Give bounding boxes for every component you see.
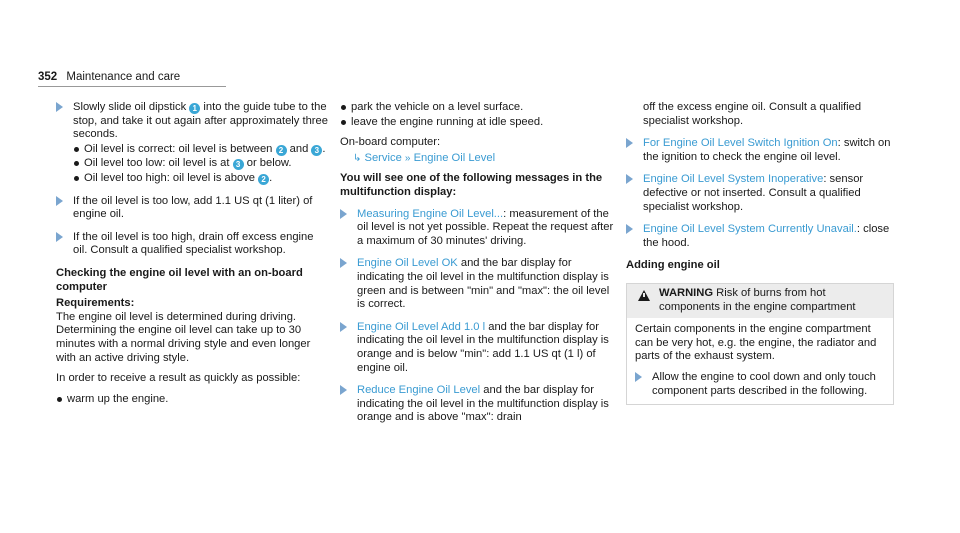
column-1 [56,101,328,407]
bullet-dot [74,147,79,152]
order-text: In order to receive a result as quickly as possible: [56,372,301,385]
badge-2: 2 [258,174,269,185]
menu-path [340,152,615,166]
warning-text: Certain components in the engine compartment can be very hot, e.g. the engine, the radiator and parts of the exhaust system. [635,323,877,363]
msg-switch-ignition: For Engine Oil Level Switch Ignition On: switch on the ignition to check the engine oil level. [626,137,894,164]
page-header [38,71,180,85]
warning-body [627,318,893,404]
bullet-idle: leave the engine running at idle speed. [340,116,615,130]
step-oil-too-high: If the oil level is too high, drain off excess engine oil. Consult a qualified specialist workshop. [56,231,328,258]
section-title: Maintenance and care [66,71,181,83]
warning-step: Allow the engine to cool down and only touch component parts described in the following. [635,371,885,398]
step-arrow-icon [635,372,642,382]
step-arrow-icon [56,102,63,112]
step-oil-too-low: If the oil level is too low, add 1.1 US qt (1 liter) of engine oil. [56,195,328,222]
bullet-dot [341,105,346,110]
menu-service: Service [364,151,402,164]
bullet-oil-correct: Oil level is correct: oil level is between 2 and 3 . [73,143,328,157]
messages-heading: You will see one of the following messages in the multifunction display: [340,172,603,198]
badge-1: 1 [189,103,200,114]
requirements-text: The engine oil level is determined during driving. Determining the engine oil level can take up to 30 minutes with a normal driving style and even longer with an active driving style. [56,310,311,364]
menu-chevron-icon: » [404,152,411,164]
warning-header-text: Risk of burns from hot components in the engine compartment [659,286,856,313]
badge-3: 3 [233,159,244,170]
badge-3: 3 [311,145,322,156]
column-2 [340,101,615,434]
step-slide-dipstick: Slowly slide oil dipstick 1 into the guide tube to the stop, and take it out again after approximately three seconds. Oil level is correct: oil level is between 2 and 3 . Oil level too low: oil level is at 3 or below. Oil level too high: oil level is above 2 . [56,101,328,186]
msg-oil-ok: Engine Oil Level OK and the bar display for indicating the oil level in the multifunction display is green and is between "min" and "max": the oil level is correct. [340,257,615,311]
bullet-park: park the vehicle on a level surface. [340,101,615,115]
msg-oil-reduce-cont: off the excess engine oil. Consult a qualified specialist workshop. [643,101,862,127]
warning-box [626,283,894,405]
step-arrow-icon [626,138,633,148]
menu-engine-oil-level: Engine Oil Level [413,151,496,164]
step-arrow-icon [340,209,347,219]
step-arrow-icon [626,174,633,184]
step-arrow-icon [340,258,347,268]
step-arrow-icon [340,385,347,395]
bullet-dot [57,397,62,402]
bullet-dot [74,176,79,181]
bullet-oil-high: Oil level too high: oil level is above 2 . [73,172,328,186]
bullet-warm-up: warm up the engine. [56,393,328,407]
step-arrow-icon [626,224,633,234]
bullet-dot [341,120,346,125]
msg-oil-add: Engine Oil Level Add 1.0 l and the bar display for indicating the oil level in the multifunction display is orange and is below "min": add 1.1 US qt (1 l) of engine oil. [340,321,615,375]
msg-measuring: Measuring Engine Oil Level...: measurement of the oil level is not yet possible. Repeat the request after a maximum of 30 minutes' driving. [340,208,615,249]
warning-label: WARNING [659,286,714,299]
badge-2: 2 [276,145,287,156]
bullet-dot [74,161,79,166]
header-rule [38,86,226,87]
heading-on-board-check: Checking the engine oil level with an on-board computer [56,266,303,293]
requirements-label: Requirements: [56,297,135,310]
menu-enter-icon: ↳ [353,152,362,164]
page-number: 352 [38,71,58,83]
obc-label: On-board computer: [340,136,441,149]
warning-header [627,284,893,318]
step-arrow-icon [340,322,347,332]
adding-oil-heading: Adding engine oil [626,259,720,272]
step-arrow-icon [56,196,63,206]
column-3 [626,101,894,405]
msg-system-inoperative: Engine Oil Level System Inoperative: sensor defective or not inserted. Consult a qualified specialist workshop. [626,173,894,214]
msg-currently-unavailable: Engine Oil Level System Currently Unavail.: close the hood. [626,223,894,250]
msg-oil-reduce: Reduce Engine Oil Level and the bar display for indicating the oil level in the multifunction display is orange and is above "max": drain [340,384,615,425]
bullet-oil-low: Oil level too low: oil level is at 3 or below. [73,157,328,171]
step-arrow-icon [56,232,63,242]
